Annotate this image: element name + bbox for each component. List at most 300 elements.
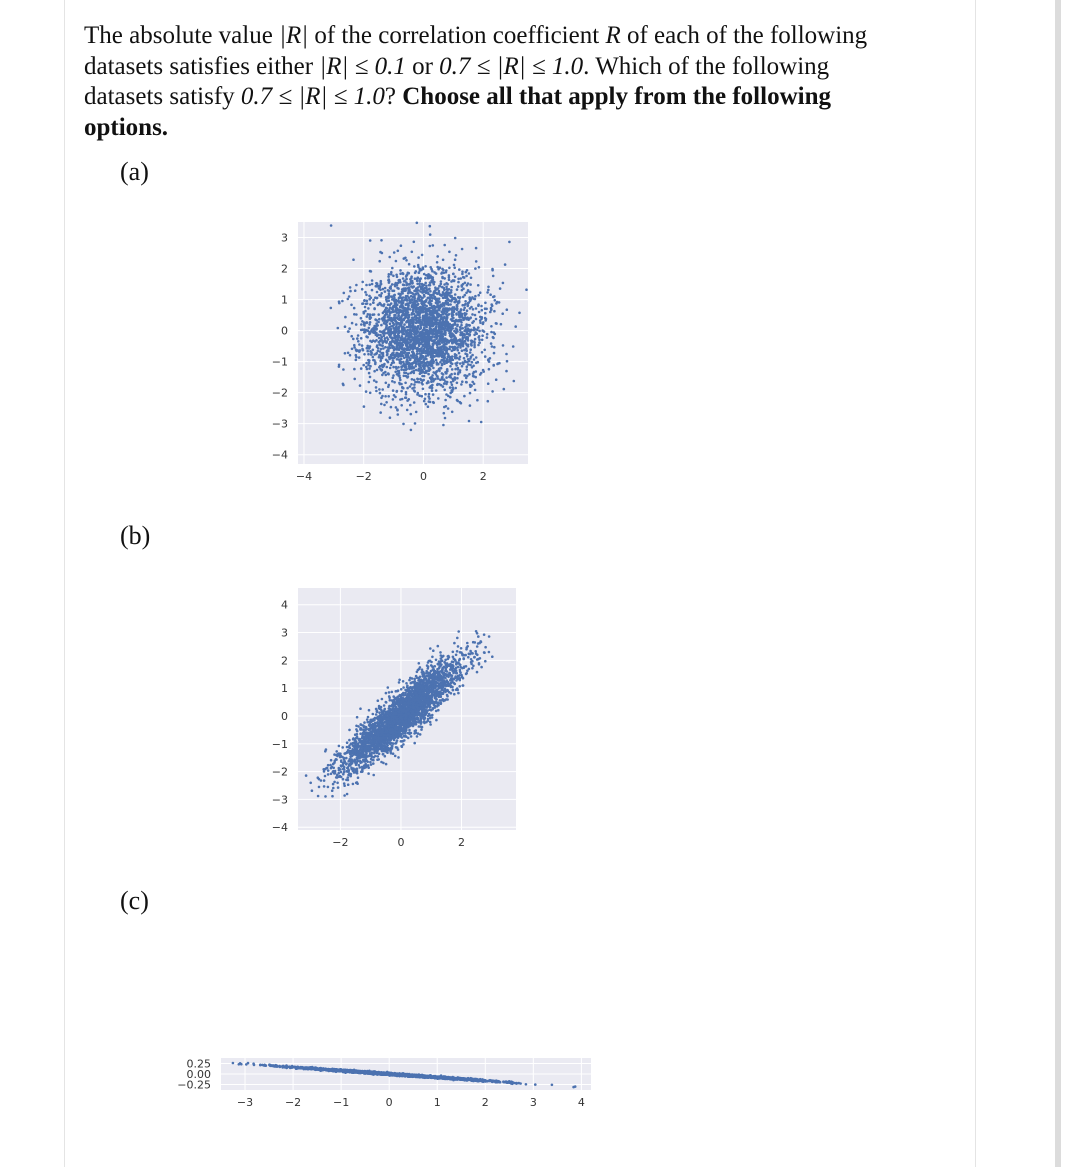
scatter-point bbox=[402, 283, 405, 286]
scatter-point bbox=[458, 268, 461, 271]
scatter-point bbox=[393, 294, 396, 297]
scatter-point bbox=[404, 299, 407, 302]
scatter-point bbox=[389, 285, 392, 288]
scatter-point bbox=[423, 375, 426, 378]
scatter-point bbox=[377, 313, 380, 316]
scatter-point bbox=[461, 361, 464, 364]
scatter-point bbox=[427, 308, 430, 311]
scatter-point bbox=[432, 402, 435, 405]
x-tick-label: −2 bbox=[355, 470, 372, 483]
scatter-point bbox=[376, 369, 379, 372]
scatter-point bbox=[473, 383, 476, 386]
option-a-label[interactable]: (a) bbox=[120, 157, 149, 186]
scatter-point bbox=[457, 630, 460, 633]
scatter-point bbox=[445, 293, 448, 296]
scatter-point bbox=[444, 307, 447, 310]
y-tick-label: −3 bbox=[271, 417, 288, 431]
scatter-point bbox=[433, 291, 436, 294]
scatter-point bbox=[456, 349, 459, 352]
scatter-point bbox=[473, 358, 476, 361]
scatter-point bbox=[479, 291, 482, 294]
scatter-point bbox=[440, 283, 443, 286]
scatter-point bbox=[484, 317, 487, 320]
scatter-point bbox=[447, 407, 450, 410]
scatter-point bbox=[397, 366, 400, 369]
scatter-point bbox=[366, 347, 369, 350]
scatter-point bbox=[384, 371, 387, 374]
scatter-point bbox=[421, 395, 424, 398]
scatter-point bbox=[411, 677, 414, 680]
scatter-point bbox=[378, 343, 381, 346]
scatter-point bbox=[477, 284, 480, 287]
scatter-point bbox=[412, 351, 415, 354]
scatter-point bbox=[349, 775, 352, 778]
scatter-point bbox=[469, 364, 472, 367]
scatter-point bbox=[394, 371, 397, 374]
scatter-point bbox=[465, 349, 468, 352]
scatter-point bbox=[338, 300, 341, 303]
scatter-point bbox=[415, 321, 418, 324]
scatter-point bbox=[448, 313, 451, 316]
scatter-point bbox=[376, 282, 379, 285]
scatter-point bbox=[375, 390, 378, 393]
scatter-point bbox=[446, 369, 449, 372]
scatter-point bbox=[435, 325, 438, 328]
scatter-point bbox=[385, 401, 388, 404]
scatter-point bbox=[456, 307, 459, 310]
scatter-point bbox=[416, 358, 419, 361]
scatter-point bbox=[456, 377, 459, 380]
scatter-point bbox=[366, 350, 369, 353]
scatter-point bbox=[464, 312, 467, 315]
scatter-point bbox=[375, 725, 378, 728]
scatter-point bbox=[440, 304, 443, 307]
scatter-point bbox=[446, 288, 449, 291]
scatter-point bbox=[383, 329, 386, 332]
scatter-point bbox=[525, 288, 528, 291]
scatter-point bbox=[439, 307, 442, 310]
scatter-point bbox=[387, 395, 390, 398]
scatter-point bbox=[361, 320, 364, 323]
scatter-point bbox=[360, 367, 363, 370]
scatter-point bbox=[443, 277, 446, 280]
scatter-point bbox=[445, 322, 448, 325]
scatter-point bbox=[438, 314, 441, 317]
scatter-point bbox=[467, 304, 470, 307]
scatter-point bbox=[369, 392, 372, 395]
scatter-point bbox=[427, 373, 430, 376]
scatter-point bbox=[410, 301, 413, 304]
scatter-point bbox=[413, 383, 416, 386]
scatter-point bbox=[388, 273, 391, 276]
scatter-point bbox=[367, 364, 370, 367]
scatter-point bbox=[456, 687, 459, 690]
scatter-point bbox=[444, 399, 447, 402]
scatter-point bbox=[347, 352, 350, 355]
scatter-point bbox=[483, 330, 486, 333]
scatter-point bbox=[461, 248, 464, 251]
scatter-point bbox=[398, 301, 401, 304]
scatter-point bbox=[372, 331, 375, 334]
scatter-point bbox=[399, 398, 402, 401]
scatter-point bbox=[379, 350, 382, 353]
scatter-point bbox=[431, 305, 434, 308]
scatter-point bbox=[463, 349, 466, 352]
scatter-point bbox=[415, 310, 418, 313]
scatter-point bbox=[418, 283, 421, 286]
scatter-point bbox=[347, 298, 350, 301]
scatter-point bbox=[431, 318, 434, 321]
scrollbar-edge[interactable] bbox=[1055, 0, 1061, 1167]
scatter-point bbox=[381, 342, 384, 345]
scatter-point bbox=[432, 367, 435, 370]
scatter-point bbox=[427, 323, 430, 326]
scatter-point bbox=[365, 752, 368, 755]
scatter-point bbox=[331, 789, 334, 792]
scatter-point bbox=[396, 358, 399, 361]
scatter-point bbox=[466, 309, 469, 312]
scatter-point bbox=[376, 346, 379, 349]
scatter-point bbox=[429, 284, 432, 287]
scatter-point bbox=[420, 379, 423, 382]
scatter-point bbox=[444, 327, 447, 330]
scatter-point bbox=[386, 360, 389, 363]
scatter-point bbox=[472, 372, 475, 375]
scatter-point bbox=[408, 316, 411, 319]
scatter-point bbox=[459, 326, 462, 329]
scatter-point bbox=[435, 352, 438, 355]
scatter-point bbox=[367, 359, 370, 362]
scatter-point bbox=[387, 328, 390, 331]
scatter-point bbox=[356, 716, 359, 719]
scatter-point bbox=[487, 289, 490, 292]
scatter-point bbox=[337, 786, 340, 789]
scatter-point bbox=[405, 321, 408, 324]
scatter-point bbox=[338, 364, 341, 367]
scatter-point bbox=[375, 332, 378, 335]
scatter-point bbox=[470, 329, 473, 332]
scatter-point bbox=[449, 386, 452, 389]
scatter-point bbox=[443, 378, 446, 381]
scatter-point bbox=[435, 710, 438, 713]
scatter-point bbox=[485, 308, 488, 311]
scatter-point bbox=[327, 786, 330, 789]
scatter-point bbox=[475, 307, 478, 310]
scatter-point bbox=[365, 390, 368, 393]
scatter-point bbox=[358, 343, 361, 346]
scatter-point bbox=[426, 361, 429, 364]
scatter-point bbox=[392, 752, 395, 755]
scatter-point bbox=[385, 340, 388, 343]
scatter-point bbox=[433, 336, 436, 339]
scatter-point bbox=[439, 340, 442, 343]
scatter-point bbox=[466, 353, 469, 356]
scatter-point bbox=[455, 327, 458, 330]
option-b-label[interactable]: (b) bbox=[120, 521, 151, 550]
scatter-point bbox=[421, 330, 424, 333]
scatter-point bbox=[400, 244, 403, 247]
scatter-point bbox=[469, 291, 472, 294]
scatter-point bbox=[432, 380, 435, 383]
scatter-point bbox=[451, 313, 454, 316]
scatter-point bbox=[374, 340, 377, 343]
scatter-point bbox=[469, 283, 472, 286]
scatter-point bbox=[435, 359, 438, 362]
scatter-point bbox=[397, 353, 400, 356]
scatter-point bbox=[327, 769, 330, 772]
scatter-point bbox=[370, 756, 373, 759]
scatter-point bbox=[333, 781, 336, 784]
scatter-point bbox=[402, 332, 405, 335]
scatter-point bbox=[502, 344, 505, 347]
scatter-point bbox=[448, 325, 451, 328]
scatter-point bbox=[491, 269, 494, 272]
scatter-point bbox=[442, 269, 445, 272]
scatter-point bbox=[410, 347, 413, 350]
scatter-point bbox=[380, 348, 383, 351]
scatter-point bbox=[381, 364, 384, 367]
scatter-point bbox=[439, 361, 442, 364]
scatter-point bbox=[381, 317, 384, 320]
scatter-point bbox=[377, 699, 380, 702]
scatter-point bbox=[422, 266, 425, 269]
scatter-point bbox=[407, 337, 410, 340]
instruction-bold: Choose all that apply from the following options. bbox=[84, 83, 831, 141]
scatter-point bbox=[480, 305, 483, 308]
scatter-point bbox=[436, 384, 439, 387]
scatter-point bbox=[475, 247, 478, 250]
scatter-point bbox=[449, 346, 452, 349]
scatter-point bbox=[449, 294, 452, 297]
scatter-point bbox=[464, 340, 467, 343]
scatter-point bbox=[400, 358, 403, 361]
scatter-point bbox=[405, 391, 408, 394]
scatter-point bbox=[453, 348, 456, 351]
scatter-point bbox=[475, 260, 478, 263]
scatter-point bbox=[463, 357, 466, 360]
scatter-point bbox=[467, 282, 470, 285]
scatter-point bbox=[454, 387, 457, 390]
scatter-point bbox=[424, 398, 427, 401]
scatter-point bbox=[369, 270, 372, 273]
scatter-point bbox=[405, 278, 408, 281]
scatter-point bbox=[399, 344, 402, 347]
scatter-point bbox=[477, 304, 480, 307]
scatter-point bbox=[436, 313, 439, 316]
scatter-point bbox=[383, 315, 386, 318]
scatter-point bbox=[369, 321, 372, 324]
scatter-point bbox=[382, 353, 385, 356]
scatter-point bbox=[472, 641, 475, 644]
scatter-point bbox=[420, 310, 423, 313]
scatter-point bbox=[443, 412, 446, 415]
scatter-point bbox=[400, 368, 403, 371]
scatter-point bbox=[430, 324, 433, 327]
scatter-point bbox=[423, 400, 426, 403]
scatter-point bbox=[384, 708, 387, 711]
scatter-point bbox=[443, 389, 446, 392]
scatter-point bbox=[378, 356, 381, 359]
scatter-point bbox=[366, 718, 369, 721]
scatter-point bbox=[468, 334, 471, 337]
scatter-point bbox=[413, 401, 416, 404]
scatter-point bbox=[452, 664, 455, 667]
scatter-point bbox=[446, 352, 449, 355]
scatter-point bbox=[355, 359, 358, 362]
scatter-point bbox=[347, 776, 350, 779]
scatter-point bbox=[363, 322, 366, 325]
scatter-point bbox=[422, 290, 425, 293]
scatter-point bbox=[484, 312, 487, 315]
scatter-point bbox=[398, 297, 401, 300]
scatter-point bbox=[440, 332, 443, 335]
scatter-point bbox=[400, 311, 403, 314]
scatter-point bbox=[453, 266, 456, 269]
scatter-point bbox=[447, 299, 450, 302]
scatter-point bbox=[481, 334, 484, 337]
scatter-point bbox=[386, 336, 389, 339]
scatter-point bbox=[423, 348, 426, 351]
scatter-point bbox=[432, 244, 435, 247]
scatter-point bbox=[348, 295, 351, 298]
scatter-point bbox=[431, 387, 434, 390]
scatter-point bbox=[467, 336, 470, 339]
scatter-point bbox=[444, 337, 447, 340]
scatter-point bbox=[444, 296, 447, 299]
scatter-point bbox=[412, 296, 415, 299]
scatter-point bbox=[406, 409, 409, 412]
scatter-point bbox=[330, 224, 333, 227]
scatter-point bbox=[477, 336, 480, 339]
scatter-point bbox=[387, 279, 390, 282]
scatter-point bbox=[505, 370, 508, 373]
scatter-point bbox=[426, 664, 429, 667]
scatter-point bbox=[431, 336, 434, 339]
scatter-point bbox=[440, 695, 443, 698]
scatter-point bbox=[409, 283, 412, 286]
scatter-point bbox=[448, 251, 451, 254]
scatter-point bbox=[407, 272, 410, 275]
scatter-point bbox=[475, 356, 478, 359]
scatter-point bbox=[488, 368, 491, 371]
scatter-point bbox=[452, 651, 455, 654]
scatter-point bbox=[452, 388, 455, 391]
scatter-point bbox=[372, 713, 375, 716]
scatter-point bbox=[417, 289, 420, 292]
scatter-point bbox=[419, 295, 422, 298]
scatter-point bbox=[438, 297, 441, 300]
scatter-point bbox=[502, 282, 505, 285]
scatter-point bbox=[440, 325, 443, 328]
scatter-point bbox=[411, 280, 414, 283]
scatter-point bbox=[344, 352, 347, 355]
scatter-point bbox=[430, 314, 433, 317]
scatter-point bbox=[386, 300, 389, 303]
scatter-point bbox=[449, 365, 452, 368]
scatter-point bbox=[432, 281, 435, 284]
scatter-point bbox=[388, 696, 391, 699]
scatter-point bbox=[477, 361, 480, 364]
scatter-point bbox=[412, 307, 415, 310]
scatter-point bbox=[459, 311, 462, 314]
scatter-point bbox=[381, 345, 384, 348]
scatter-point bbox=[373, 379, 376, 382]
scatter-point bbox=[409, 372, 412, 375]
scatter-point bbox=[391, 380, 394, 383]
scatter-point bbox=[395, 348, 398, 351]
scatter-point bbox=[412, 346, 415, 349]
scatter-point bbox=[437, 397, 440, 400]
scatter-point bbox=[395, 303, 398, 306]
scatter-point bbox=[435, 292, 438, 295]
scatter-point bbox=[410, 275, 413, 278]
scatter-point bbox=[415, 411, 418, 414]
scatter-point bbox=[367, 772, 370, 775]
scatter-point bbox=[407, 326, 410, 329]
scatter-point bbox=[387, 275, 390, 278]
scatter-point bbox=[439, 367, 442, 370]
scatter-point bbox=[425, 299, 428, 302]
scatter-point bbox=[335, 776, 338, 779]
scatter-point bbox=[479, 373, 482, 376]
scatter-point bbox=[401, 321, 404, 324]
scatter-point bbox=[469, 392, 472, 395]
scatter-point bbox=[443, 244, 446, 247]
scatter-point bbox=[488, 651, 491, 654]
scatter-point bbox=[416, 347, 419, 350]
scatter-point bbox=[413, 299, 416, 302]
scatter-point bbox=[389, 699, 392, 702]
scatter-point bbox=[428, 397, 431, 400]
scatter-point bbox=[420, 362, 423, 365]
scatter-point bbox=[445, 393, 448, 396]
scatter-point bbox=[425, 316, 428, 319]
scatter-point bbox=[410, 429, 413, 432]
scatter-point bbox=[411, 312, 414, 315]
scatter-point bbox=[398, 293, 401, 296]
scatter-point bbox=[324, 775, 327, 778]
scatter-point bbox=[411, 387, 414, 390]
scatter-point bbox=[397, 250, 400, 253]
scatter-point bbox=[436, 266, 439, 269]
scatter-point bbox=[401, 386, 404, 389]
scatter-point bbox=[400, 317, 403, 320]
scatter-point bbox=[474, 376, 477, 379]
scatter-point bbox=[431, 389, 434, 392]
scatter-plot-a bbox=[200, 200, 560, 500]
scatter-point bbox=[413, 265, 416, 268]
scatter-point bbox=[361, 344, 364, 347]
scatter-point bbox=[403, 369, 406, 372]
scatter-point bbox=[432, 393, 435, 396]
scatter-point bbox=[420, 323, 423, 326]
scatter-point bbox=[443, 346, 446, 349]
scatter-point bbox=[435, 302, 438, 305]
scatter-point bbox=[461, 344, 464, 347]
scatter-point bbox=[381, 339, 384, 342]
scatter-point bbox=[389, 335, 392, 338]
scatter-point bbox=[422, 316, 425, 319]
scatter-point bbox=[413, 362, 416, 365]
scatter-point bbox=[395, 390, 398, 393]
scatter-point bbox=[508, 241, 511, 244]
scatter-point bbox=[401, 314, 404, 317]
scatter-point bbox=[380, 369, 383, 372]
scatter-point bbox=[376, 297, 379, 300]
option-c-label[interactable]: (c) bbox=[120, 886, 149, 915]
scatter-point bbox=[404, 382, 407, 385]
scatter-point bbox=[368, 381, 371, 384]
